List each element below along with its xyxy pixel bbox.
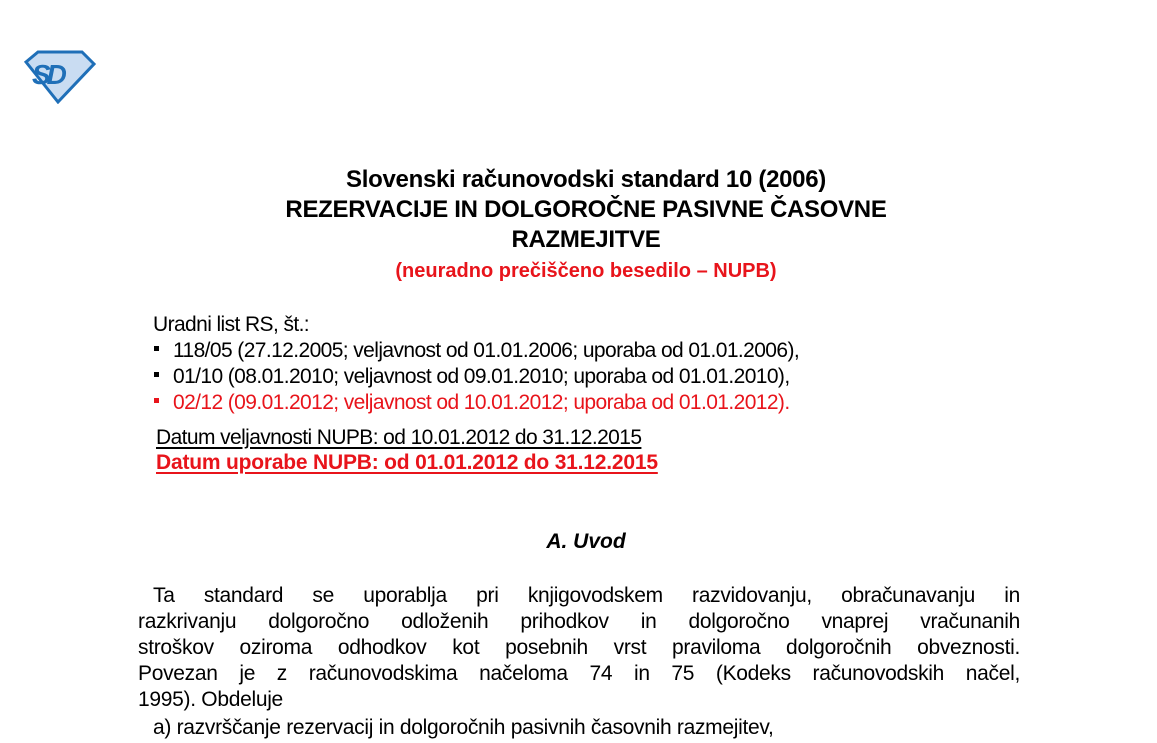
list-item: a) razvrščanje rezervacij in dolgoročnih pasivnih časovnih razmejitev, [153,716,774,739]
paragraph-line: razkrivanju dolgoročno odloženih prihodkov in dolgoročno vnaprej vračunanih [138,610,1020,633]
paragraph-line: Ta standard se uporablja pri knjigovodskem razvidovanju, obračunavanju in [153,584,1020,607]
source-item [154,391,790,415]
source-item [154,339,799,363]
paragraph-line: stroškov oziroma odhodkov kot posebnih vrst praviloma dolgoročnih obveznosti. [138,636,1020,659]
paragraph-line: Povezan je z računovodskima načeloma 74 in 75 (Kodeks računovodskih načel, [138,662,1020,685]
bullet-icon [154,346,159,351]
svg-text:SD: SD [32,59,63,90]
document-subtitle: (neuradno prečiščeno besedilo – NUPB) [395,260,777,282]
sd-logo [22,48,96,104]
sources-label: Uradni list RS, št.: [153,313,310,336]
usage-date: Datum uporabe NUPB: od 01.01.2012 do 31.12.2015 [156,451,658,474]
document-title-line2: REZERVACIJE IN DOLGOROČNE PASIVNE ČASOVNE [285,196,887,223]
paragraph-line: 1995). Obdeluje [138,688,283,711]
document-title-line3: RAZMEJITVE [511,226,661,253]
source-item-text: 01/10 (08.01.2010; veljavnost od 09.01.2010; uporaba od 01.01.2010), [173,365,790,388]
bullet-icon [154,372,159,377]
section-heading: A. Uvod [546,530,626,553]
bullet-icon [154,398,159,403]
validity-date: Datum veljavnosti NUPB: od 10.01.2012 do 31.12.2015 [156,426,642,449]
document-title: Slovenski računovodski standard 10 (2006) [346,166,826,193]
source-item [154,365,790,389]
source-item-text: 118/05 (27.12.2005; veljavnost od 01.01.2006; uporaba od 01.01.2006), [173,339,800,362]
source-item-text: 02/12 (09.01.2012; veljavnost od 10.01.2012; uporaba od 01.01.2012). [173,391,790,414]
